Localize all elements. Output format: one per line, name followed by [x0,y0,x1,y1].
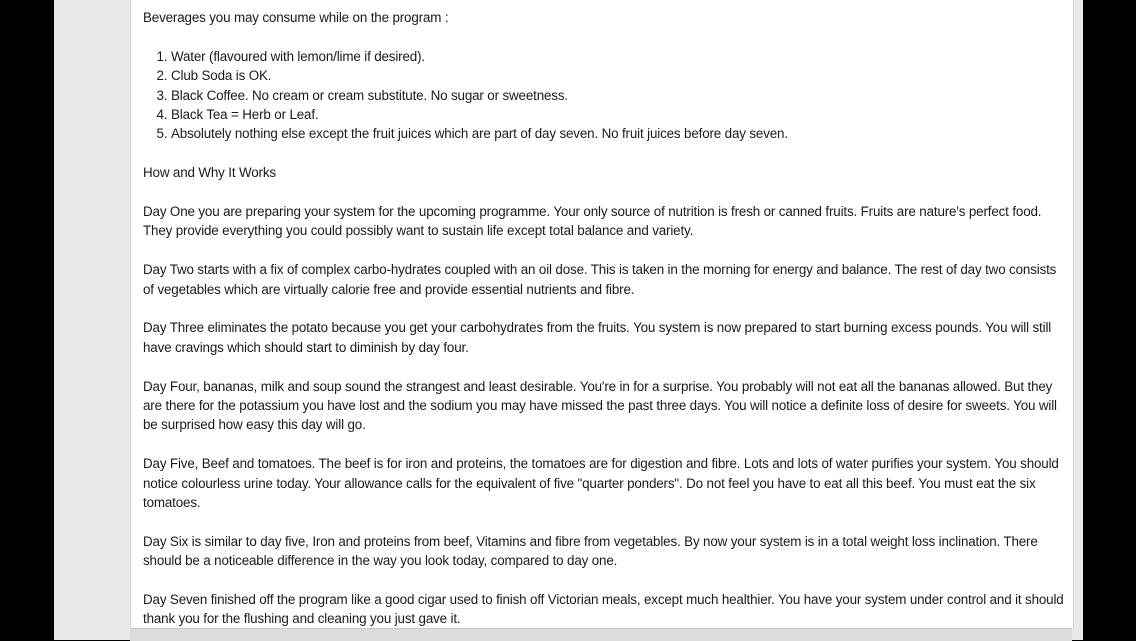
paragraph-day-four: Day Four, bananas, milk and soup sound the strangest and least desirable. You're in for a surprise. You probably will not eat all the bananas allowed. But they are there for the potassium you have lost and the sodium you may have missed the past three days. You will notice a definite loss of desire for sweets. You will be surprised how easy this day will go. [143,378,1057,433]
beverages-intro: Beverages you may consume while on the program : [143,10,449,25]
list-item: 1. Water (flavoured with lemon/lime if desired). [171,47,1065,66]
list-item: 5. Absolutely nothing else except the fruit juices which are part of day seven. No fruit juices before day seven. [171,124,1065,143]
bottom-bar [130,628,1072,641]
paragraph-day-one: Day One you are preparing your system for the upcoming programme. Your only source of nutrition is fresh or canned fruits. Fruits are nature's perfect food. They provide everything you could possibly want to sustain life except total balance and variety. [143,204,1042,239]
paragraph-day-seven: Day Seven finished off the program like a good cigar used to finish off Victorian meals, except much healthier. You have your system under control and it should thank you for the flushing and cleaning you just gave it. [143,592,1064,627]
document-content [143,8,1065,628]
paragraph-day-five: Day Five, Beef and tomatoes. The beef is for iron and proteins, the tomatoes are for digestion and fibre. Lots and lots of water purifies your system. You should notice colourless urine today. Your allowance calls for the equivalent of five "quarter ponders". Do not feel you have to eat all this beef. You must eat the six tomatoes. [143,456,1059,511]
list-item: 4. Black Tea = Herb or Leaf. [171,105,1065,124]
list-item: 3. Black Coffee. No cream or cream substitute. No sugar or sweetness. [171,86,1065,105]
document-page[interactable] [130,0,1074,628]
list-item: 2. Club Soda is OK. [171,66,1065,85]
document-viewport [54,0,1083,640]
beverages-list [143,47,1065,144]
section-heading: How and Why It Works [143,165,276,181]
paragraph-day-two: Day Two starts with a fix of complex carbo-hydrates coupled with an oil dose. This is taken in the morning for energy and balance. The rest of day two consists of vegetables which are virtually calorie free and provide essential nutrients and fibre. [143,262,1057,297]
paragraph-day-three: Day Three eliminates the potato because you get your carbohydrates from the fruits. You system is now prepared to start burning excess pounds. You will still have cravings which should start to diminish by day four. [143,320,1052,355]
paragraph-day-six: Day Six is similar to day five, Iron and proteins from beef, Vitamins and fibre from vegetables. By now your system is in a total weight loss inclination. There should be a noticeable difference in the way you look today, compared to day one. [143,533,1038,569]
